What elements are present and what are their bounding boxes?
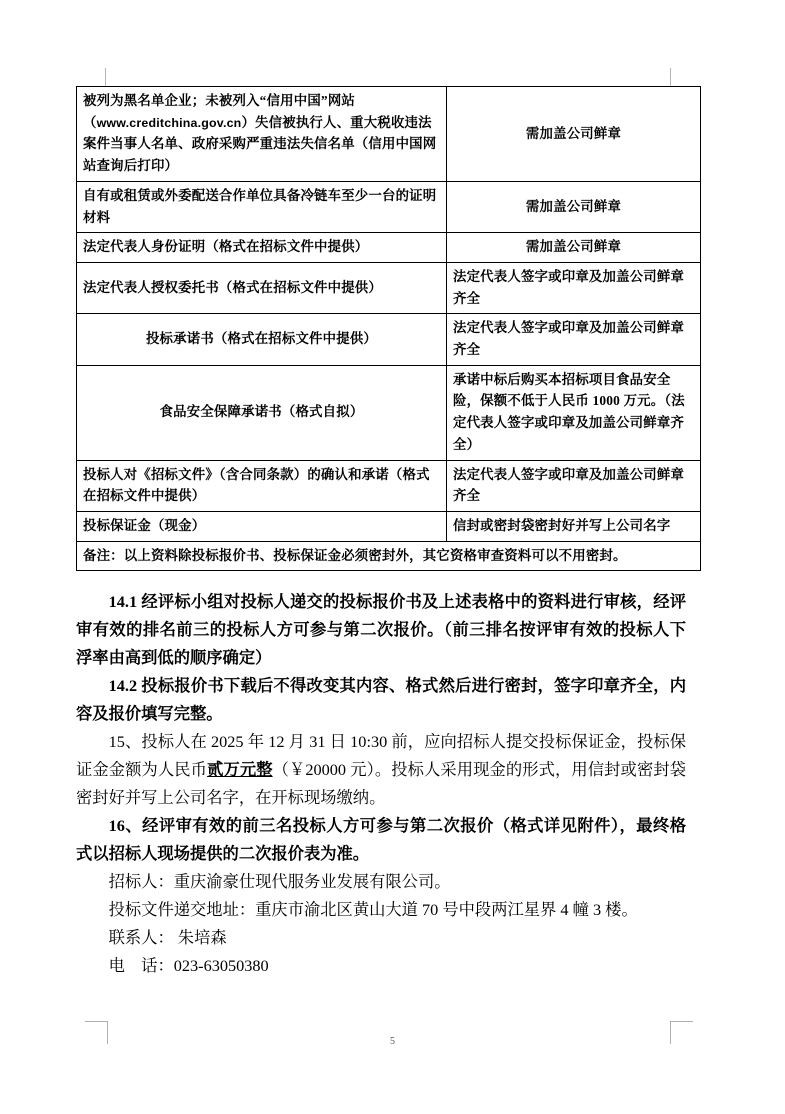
contact-phone-line: 电 话：023-63050380: [108, 956, 269, 976]
table-cell-requirement: 需加盖公司鲜章: [447, 233, 701, 263]
table-row: [77, 233, 701, 263]
creditchina-url: www.creditchina.gov.cn: [96, 115, 242, 130]
paragraph-16: 16、经评审有效的前三名投标人方可参与第二次报价（格式详见附件），最终格式以招标人现场提供的二次报价表为准。: [76, 816, 686, 864]
table-row: [77, 365, 701, 460]
table-cell-item-prefix: 被列为黑名单企业；未被列入“信用中国”网站（: [83, 93, 356, 130]
table-cell-item: 投标保证金（现金）: [77, 511, 447, 541]
table-cell-requirement: 承诺中标后购买本招标项目食品安全险，保额不低于人民币 1000 万元。（法定代表人签字或印章及加盖公司鲜章齐全）: [447, 365, 701, 460]
table-cell-item-suffix: ）失信被执行人、重大税收违法案件当事人名单、政府采购严重违法失信名单（信用中国网站查询后打印）: [83, 114, 437, 174]
table-cell-item: 投标承诺书（格式在招标文件中提供）: [77, 314, 447, 365]
table-cell-requirement: 法定代表人签字或印章及加盖公司鲜章齐全: [447, 460, 701, 511]
table-cell-item: 法定代表人授权委托书（格式在招标文件中提供）: [77, 262, 447, 313]
table-row: [77, 181, 701, 232]
table-row: [77, 314, 701, 365]
table-note: 备注：以上资料除投标报价书、投标保证金必须密封外，其它资格审查资料可以不用密封。: [77, 541, 701, 571]
table-row-note: [77, 541, 701, 571]
paragraph-15: [76, 728, 686, 812]
contact-person-line: 联系人： 朱培森: [108, 928, 227, 948]
document-body: [76, 588, 686, 980]
page-number: 5: [390, 1036, 395, 1047]
bid-bond-amount: 贰万元整: [207, 760, 273, 780]
qualification-requirements-table: [76, 86, 701, 571]
table-cell-item: [77, 87, 447, 182]
table-cell-requirement: 需加盖公司鲜章: [447, 181, 701, 232]
table-cell-item: 食品安全保障承诺书（格式自拟）: [77, 365, 447, 460]
table-row: [77, 262, 701, 313]
paragraph-15-part2: （￥20000 元）。投标人采用现金的形式，用信封或密封袋密封好并写上公司名字，在开标现场缴纳。: [76, 760, 686, 808]
crop-mark-top-right: [670, 68, 671, 86]
table-cell-item: 法定代表人身份证明（格式在招标文件中提供）: [77, 233, 447, 263]
tenderer-line: 招标人：重庆渝豪仕现代服务业发展有限公司。: [108, 872, 451, 892]
crop-mark-top-left: [105, 68, 106, 86]
submission-address-line: 投标文件递交地址：重庆市渝北区黄山大道 70 号中段两江星界 4 幢 3 楼。: [108, 900, 638, 920]
table-cell-item: 投标人对《招标文件》（含合同条款）的确认和承诺（格式在招标文件中提供）: [77, 460, 447, 511]
table-row: [77, 87, 701, 182]
table-cell-requirement: 信封或密封袋密封好并写上公司名字: [447, 511, 701, 541]
paragraph-14-2: 14.2 投标报价书下载后不得改变其内容、格式然后进行密封，签字印章齐全，内容及报价填写完整。: [76, 676, 686, 724]
table-cell-requirement: 需加盖公司鲜章: [447, 87, 701, 182]
table-cell-requirement: 法定代表人签字或印章及加盖公司鲜章齐全: [447, 314, 701, 365]
table-cell-item: 自有或租赁或外委配送合作单位具备冷链车至少一台的证明材料: [77, 181, 447, 232]
paragraph-14-1: 14.1 经评标小组对投标人递交的投标报价书及上述表格中的资料进行审核，经评审有效的排名前三的投标人方可参与第二次报价。（前三排名按评审有效的投标人下浮率由高到低的顺序确定）: [76, 592, 686, 668]
paragraph-15-part1: 15、投标人在 2025 年 12 月 31 日 10:30 前，应向招标人提交投标保证金，投标保证金金额为人民币: [76, 732, 686, 780]
table-row: [77, 460, 701, 511]
table-row: [77, 511, 701, 541]
table-cell-requirement: 法定代表人签字或印章及加盖公司鲜章齐全: [447, 262, 701, 313]
